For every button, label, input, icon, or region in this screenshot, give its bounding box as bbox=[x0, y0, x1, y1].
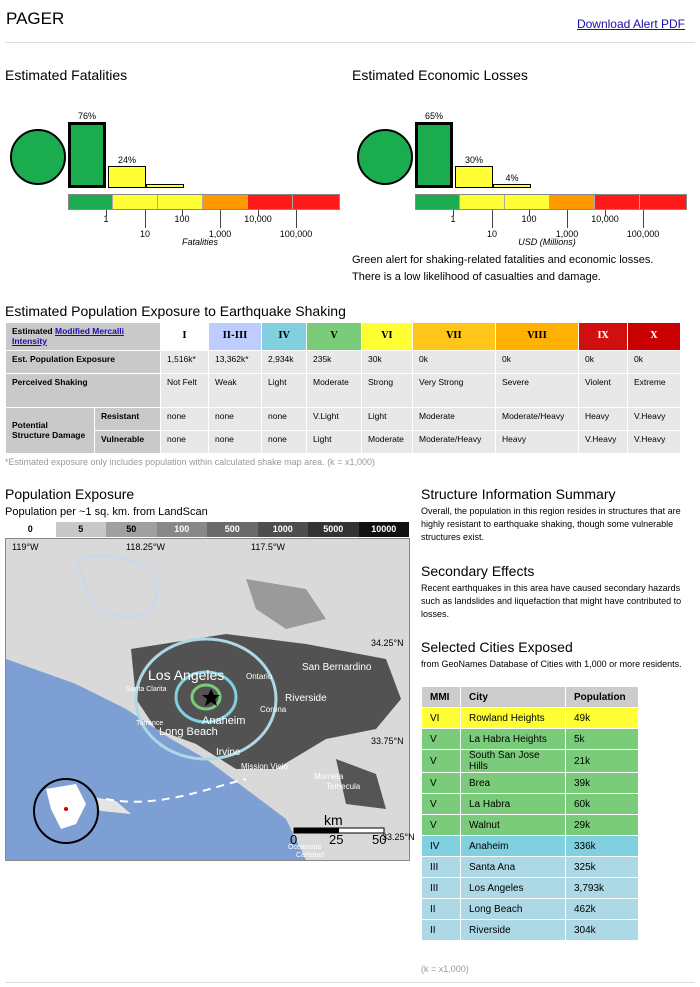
city-label-corona: Corona bbox=[260, 705, 287, 714]
city-pop-cell: 39k bbox=[566, 773, 638, 793]
city-mmi-cell: V bbox=[422, 729, 460, 749]
mmi-link[interactable]: Modified Mercalli Intensity bbox=[12, 326, 124, 346]
mmi-header-1: II-III bbox=[209, 323, 261, 350]
legend-swatch-2: 50 bbox=[106, 522, 157, 537]
resistant-cell-0: none bbox=[161, 408, 208, 430]
losses-tick-bottom-1: 1,000 bbox=[555, 229, 579, 239]
fatalities-scale-caption: Fatalities bbox=[181, 237, 219, 247]
cities-header-mmi: MMI bbox=[422, 687, 460, 707]
vulnerable-cell-1: none bbox=[209, 431, 261, 453]
vulnerable-cell-5: Moderate/Heavy bbox=[413, 431, 495, 453]
city-label-san-bernardino: San Bernardino bbox=[302, 662, 372, 673]
city-city-cell: Rowland Heights bbox=[461, 708, 565, 728]
losses-tick-top-1: 100 bbox=[521, 214, 537, 224]
losses-bar-0 bbox=[415, 122, 453, 188]
city-pop-cell: 304k bbox=[566, 920, 638, 940]
fatalities-bar-label-1: 24% bbox=[117, 155, 136, 165]
population-cell-7: 0k bbox=[579, 351, 627, 373]
shaking-cell-5: Very Strong bbox=[413, 374, 495, 407]
city-label-ontario: Ontario bbox=[246, 672, 273, 681]
losses-tick-bottom-0: 10 bbox=[486, 229, 498, 239]
losses-tick-bottom-2: 100,000 bbox=[626, 229, 660, 239]
city-mmi-cell: V bbox=[422, 773, 460, 793]
mmi-label-cell bbox=[6, 323, 160, 350]
fatalities-bar-0 bbox=[68, 122, 106, 188]
population-cell-0: 1,516k* bbox=[161, 351, 208, 373]
inset-globe-marker bbox=[64, 807, 68, 811]
losses-scale-caption: USD (Millions) bbox=[518, 237, 576, 247]
population-cell-8: 0k bbox=[628, 351, 680, 373]
city-row bbox=[422, 857, 638, 877]
city-city-cell: La Habra bbox=[461, 794, 565, 814]
cities-table-wrap bbox=[421, 686, 639, 941]
city-row bbox=[422, 836, 638, 856]
fatalities-histogram bbox=[0, 100, 350, 250]
shaking-cell-1: Weak bbox=[209, 374, 261, 407]
alert-message bbox=[352, 252, 653, 286]
population-cell-2: 2,934k bbox=[262, 351, 306, 373]
city-mmi-cell: V bbox=[422, 750, 460, 772]
city-pop-cell: 29k bbox=[566, 815, 638, 835]
fatalities-tick-1 bbox=[145, 210, 146, 228]
row-shaking-label: Perceived Shaking bbox=[6, 374, 160, 407]
losses-title: Estimated Economic Losses bbox=[352, 67, 528, 83]
city-label-long-beach: Long Beach bbox=[159, 726, 218, 738]
mmi-header-3: V bbox=[307, 323, 361, 350]
alert-message-line-2: There is a low likelihood of casualties and damage. bbox=[352, 271, 601, 283]
mmi-label-prefix: Estimated bbox=[12, 326, 55, 336]
shaking-cell-3: Moderate bbox=[307, 374, 361, 407]
city-label-anaheim: Anaheim bbox=[202, 715, 246, 727]
city-row bbox=[422, 920, 638, 940]
legend-swatch-4: 500 bbox=[207, 522, 258, 537]
vulnerable-cell-4: Moderate bbox=[362, 431, 412, 453]
shaking-cell-6: Severe bbox=[496, 374, 578, 407]
city-pop-cell: 49k bbox=[566, 708, 638, 728]
city-label-torrance: Torrance bbox=[136, 720, 164, 727]
cities-header-city: City bbox=[461, 687, 565, 707]
city-city-cell: Walnut bbox=[461, 815, 565, 835]
city-mmi-cell: II bbox=[422, 920, 460, 940]
city-label-riverside: Riverside bbox=[285, 693, 327, 704]
structure-text: Overall, the population in this region resides in structures that are highly resistant to earthquake shaking, though some vulnerable structures exist. bbox=[421, 506, 681, 542]
losses-tick-1 bbox=[492, 210, 493, 228]
resistant-cell-5: Moderate bbox=[413, 408, 495, 430]
fatalities-tick-3 bbox=[220, 210, 221, 228]
resistant-cell-6: Moderate/Heavy bbox=[496, 408, 578, 430]
alert-message-line-1: Green alert for shaking-related fatalities and economic losses. bbox=[352, 254, 654, 266]
cities-table bbox=[421, 686, 639, 941]
mmi-header-2: IV bbox=[262, 323, 306, 350]
city-city-cell: Los Angeles bbox=[461, 878, 565, 898]
city-mmi-cell: V bbox=[422, 815, 460, 835]
fatalities-alert-circle bbox=[10, 129, 66, 185]
losses-bar-label-1: 30% bbox=[464, 155, 483, 165]
city-pop-cell: 3,793k bbox=[566, 878, 638, 898]
fatalities-tick-bottom-2: 100,000 bbox=[279, 229, 313, 239]
mmi-header-5: VII bbox=[413, 323, 495, 350]
lon-label-2: 118.25°W bbox=[126, 542, 165, 552]
losses-scale-frame bbox=[415, 194, 687, 210]
fatalities-tick-top-2: 10,000 bbox=[244, 214, 272, 224]
resistant-cell-2: none bbox=[262, 408, 306, 430]
population-map-svg bbox=[6, 539, 415, 860]
shaking-cell-7: Violent bbox=[579, 374, 627, 407]
mmi-header-8: X bbox=[628, 323, 680, 350]
vulnerable-cell-2: none bbox=[262, 431, 306, 453]
header-divider bbox=[5, 42, 695, 43]
vulnerable-cell-3: Light bbox=[307, 431, 361, 453]
map-scale-tick-0: 0 bbox=[290, 832, 298, 847]
resistant-cell-1: none bbox=[209, 408, 261, 430]
city-city-cell: La Habra Heights bbox=[461, 729, 565, 749]
losses-tick-top-0: 1 bbox=[450, 214, 456, 224]
mmi-header-7: IX bbox=[579, 323, 627, 350]
city-label-oceanside: Oceanside bbox=[288, 844, 322, 851]
losses-bar-1 bbox=[455, 166, 493, 188]
city-label-santa-clarita: Santa Clarita bbox=[126, 686, 167, 693]
city-row bbox=[422, 815, 638, 835]
city-mmi-cell: III bbox=[422, 857, 460, 877]
losses-tick-3 bbox=[567, 210, 568, 228]
resistant-cell-4: Light bbox=[362, 408, 412, 430]
mmi-header-6: VIII bbox=[496, 323, 578, 350]
vulnerable-cell-6: Heavy bbox=[496, 431, 578, 453]
city-pop-cell: 5k bbox=[566, 729, 638, 749]
map-scale-unit: km bbox=[324, 812, 343, 828]
legend-swatch-5: 1000 bbox=[258, 522, 309, 537]
footer-divider bbox=[5, 982, 695, 983]
shaking-cell-2: Light bbox=[262, 374, 306, 407]
resistant-cell-3: V.Light bbox=[307, 408, 361, 430]
losses-tick-5 bbox=[643, 210, 644, 228]
mmi-header-4: VI bbox=[362, 323, 412, 350]
row-population-label: Est. Population Exposure bbox=[6, 351, 160, 373]
vulnerable-cell-0: none bbox=[161, 431, 208, 453]
losses-alert-circle bbox=[357, 129, 413, 185]
shaking-cell-0: Not Felt bbox=[161, 374, 208, 407]
page-title: PAGER bbox=[6, 9, 65, 28]
population-map[interactable] bbox=[5, 538, 415, 861]
fatalities-tick-top-0: 1 bbox=[103, 214, 109, 224]
city-mmi-cell: VI bbox=[422, 708, 460, 728]
cities-title: Selected Cities Exposed bbox=[421, 639, 573, 655]
city-pop-cell: 21k bbox=[566, 750, 638, 772]
vulnerable-label: Vulnerable bbox=[95, 431, 160, 453]
city-city-cell: Brea bbox=[461, 773, 565, 793]
exposure-table bbox=[5, 322, 681, 454]
city-label-murrieta: Murrieta bbox=[314, 772, 344, 781]
mmi-header-0: I bbox=[161, 323, 208, 350]
fatalities-tick-bottom-0: 10 bbox=[139, 229, 151, 239]
population-map-title: Population Exposure bbox=[5, 486, 135, 502]
download-alert-pdf-link[interactable]: Download Alert PDF bbox=[576, 17, 685, 31]
lon-label-1: 119°W bbox=[12, 542, 39, 552]
lat-label-2: 33.75°N bbox=[371, 736, 404, 746]
population-map-subtitle: Population per ~1 sq. km. from LandScan bbox=[5, 506, 208, 518]
secondary-title: Secondary Effects bbox=[421, 563, 535, 579]
population-cell-6: 0k bbox=[496, 351, 578, 373]
population-cell-5: 0k bbox=[413, 351, 495, 373]
lat-label-1: 34.25°N bbox=[371, 638, 404, 648]
city-mmi-cell: IV bbox=[422, 836, 460, 856]
city-row bbox=[422, 729, 638, 749]
city-row bbox=[422, 899, 638, 919]
resistant-label: Resistant bbox=[95, 408, 160, 430]
city-mmi-cell: III bbox=[422, 878, 460, 898]
cities-footnote: (k = x1,000) bbox=[421, 964, 469, 974]
fatalities-bar-1 bbox=[108, 166, 146, 188]
fatalities-tick-5 bbox=[296, 210, 297, 228]
city-label-carlsbad: Carlsbad bbox=[296, 852, 325, 859]
map-scale-tick-1: 25 bbox=[329, 832, 344, 847]
population-cell-3: 235k bbox=[307, 351, 361, 373]
city-label-temecula: Temecula bbox=[326, 782, 361, 791]
map-scale-tick-2: 50 bbox=[372, 832, 387, 847]
lat-label-3: 33.25°N bbox=[382, 832, 415, 842]
city-pop-cell: 60k bbox=[566, 794, 638, 814]
fatalities-bar-label-0: 76% bbox=[77, 111, 96, 121]
fatalities-tick-top-1: 100 bbox=[174, 214, 190, 224]
losses-histogram bbox=[347, 100, 697, 250]
legend-swatch-6: 5000 bbox=[308, 522, 359, 537]
fatalities-scale-frame bbox=[68, 194, 340, 210]
city-label-irvine: Irvine bbox=[216, 747, 241, 758]
city-pop-cell: 462k bbox=[566, 899, 638, 919]
row-damage-label: Potential Structure Damage bbox=[6, 408, 94, 453]
city-mmi-cell: II bbox=[422, 899, 460, 919]
losses-bar-label-0: 65% bbox=[424, 111, 443, 121]
resistant-cell-7: Heavy bbox=[579, 408, 627, 430]
legend-swatch-7: 10000 bbox=[359, 522, 410, 537]
structure-title: Structure Information Summary bbox=[421, 486, 616, 502]
city-label-mission-viejo: Mission Viejo bbox=[241, 762, 288, 771]
population-cell-1: 13,362k* bbox=[209, 351, 261, 373]
cities-subtitle: from GeoNames Database of Cities with 1,000 or more residents. bbox=[421, 659, 682, 669]
city-city-cell: Riverside bbox=[461, 920, 565, 940]
city-city-cell: Long Beach bbox=[461, 899, 565, 919]
vulnerable-cell-7: V.Heavy bbox=[579, 431, 627, 453]
city-row bbox=[422, 878, 638, 898]
city-row bbox=[422, 794, 638, 814]
city-pop-cell: 325k bbox=[566, 857, 638, 877]
legend-swatch-3: 100 bbox=[157, 522, 208, 537]
city-pop-cell: 336k bbox=[566, 836, 638, 856]
exposure-footnote: *Estimated exposure only includes population within calculated shake map area. (k = x1,000) bbox=[5, 457, 375, 467]
cities-header-population: Population bbox=[566, 687, 638, 707]
exposure-table-wrap bbox=[5, 322, 681, 454]
legend-swatch-0: 0 bbox=[5, 522, 56, 537]
city-city-cell: Anaheim bbox=[461, 836, 565, 856]
city-row bbox=[422, 708, 638, 728]
city-row bbox=[422, 750, 638, 772]
population-legend bbox=[5, 522, 409, 537]
population-cell-4: 30k bbox=[362, 351, 412, 373]
city-row bbox=[422, 773, 638, 793]
legend-swatch-1: 5 bbox=[56, 522, 107, 537]
fatalities-title: Estimated Fatalities bbox=[5, 67, 128, 83]
resistant-cell-8: V.Heavy bbox=[628, 408, 680, 430]
losses-bar-label-2: 4% bbox=[505, 173, 519, 183]
city-city-cell: Santa Ana bbox=[461, 857, 565, 877]
losses-bar-2 bbox=[493, 184, 531, 188]
city-label-los-angeles: Los Angeles bbox=[148, 667, 225, 683]
losses-tick-top-2: 10,000 bbox=[591, 214, 619, 224]
fatalities-bar-2 bbox=[146, 184, 184, 188]
shaking-cell-8: Extreme bbox=[628, 374, 680, 407]
fatalities-tick-bottom-1: 1,000 bbox=[208, 229, 232, 239]
exposure-title: Estimated Population Exposure to Earthquake Shaking bbox=[5, 303, 346, 319]
vulnerable-cell-8: V.Heavy bbox=[628, 431, 680, 453]
city-city-cell: South San Jose Hills bbox=[461, 750, 565, 772]
shaking-cell-4: Strong bbox=[362, 374, 412, 407]
city-mmi-cell: V bbox=[422, 794, 460, 814]
secondary-text: Recent earthquakes in this area have caused secondary hazards such as landslides and liquefaction that might have contributed to losses. bbox=[421, 583, 682, 619]
lon-label-3: 117.5°W bbox=[251, 542, 285, 552]
